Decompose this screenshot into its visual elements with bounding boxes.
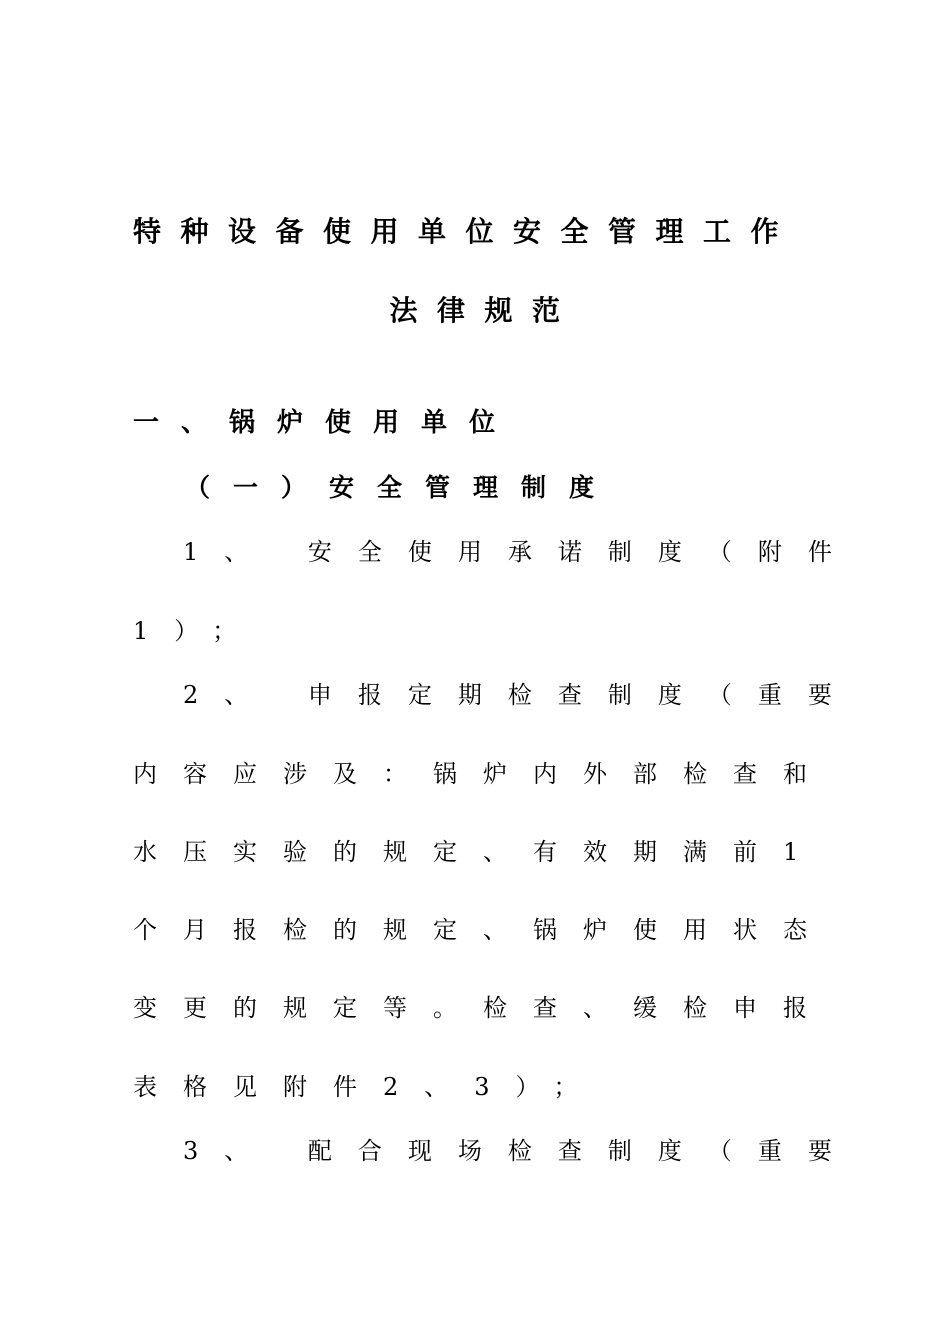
- body-line-3: 2、 申报定期检查制度（重要: [183, 681, 858, 709]
- body-line-9: 3、 配合现场检查制度（重要: [183, 1137, 858, 1165]
- section-heading: 一、锅炉使用单位: [133, 408, 518, 438]
- document-title-line-2: 法律规范: [389, 294, 580, 327]
- body-line-8: 表格见附件2、3）；: [133, 1073, 604, 1101]
- document-title-line-1: 特种设备使用单位安全管理工作: [133, 215, 799, 248]
- body-line-2: 1）；: [133, 617, 263, 645]
- body-line-4: 内容应涉及：锅炉内外部检查和: [133, 760, 833, 788]
- body-line-1: 1、 安全使用承诺制度（附件: [183, 538, 858, 566]
- body-line-5: 水压实验的规定、有效期满前1: [133, 838, 825, 866]
- body-line-6: 个月报检的规定、锅炉使用状态: [133, 916, 833, 944]
- subsection-heading: （一）安全管理制度: [185, 473, 618, 502]
- body-line-7: 变更的规定等。检查、缓检申报: [133, 994, 833, 1022]
